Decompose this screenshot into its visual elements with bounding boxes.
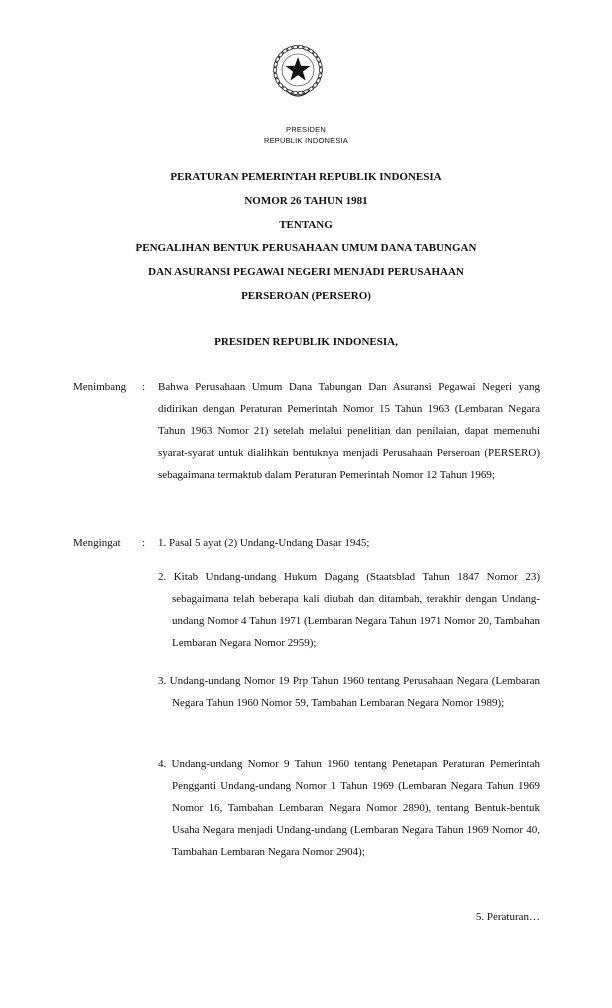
mengingat-colon: : (142, 537, 146, 549)
wreath-leaf (277, 51, 284, 58)
title-line: PENGALIHAN BENTUK PERUSAHAAN UMUM DANA TABUNGAN (135, 242, 477, 254)
mengingat-label: Mengingat (73, 537, 121, 549)
addressee-heading: PRESIDEN REPUBLIK INDONESIA, (214, 336, 398, 348)
menimbang-text: Bahwa Perusahaan Umum Dana Tabungan Dan Asuransi Pegawai Negeri yang didirikan dengan Peraturan Pemerintah Nomor 15 Tahun 1963 (Lembaran Negara Tahun 1963 Nomor 21) setelah melalui penelitian dan penilaian, dapat memenuhi syarat-syarat untuk dialihkan bentuknya menjadi Perusahaan Perseroan (PERSERO) sebagaimana termaktub dalam Peraturan Pemerintah Nomor 12 Tahun 1969; (158, 381, 540, 481)
mengingat-item-1: 1. Pasal 5 ayat (2) Undang-Undang Dasar 1945; (158, 537, 370, 549)
office-line-republik: REPUBLIK INDONESIA (263, 136, 349, 145)
wreath-leaf (281, 48, 289, 55)
wreath-leaf (275, 55, 281, 63)
title-line: PERATURAN PEMERINTAH REPUBLIK INDONESIA (170, 171, 442, 183)
title-line: PERSEROAN (PERSERO) (241, 290, 371, 302)
wreath-leaf (281, 86, 289, 93)
garuda-star-seal-icon (268, 40, 328, 112)
continuation-marker: 5. Peraturan… (475, 911, 540, 923)
menimbang-label: Menimbang (73, 381, 127, 393)
wreath-leaf (315, 77, 321, 85)
mengingat-item-4: 4. Undang-undang Nomor 9 Tahun 1960 tentang Penetapan Peraturan Pemerintah Pengganti Undang-undang Nomor 1 Tahun 1969 (Lembaran Negara Tahun 1969 Nomor 16, Tambahan Lembaran Negara Nomor 2890), tentang Bentuk-bentuk Usaha Negara menjadi Undang-undang (Lembaran Negara Tahun 1969 Nomor 40, Tambahan Lembaran Negara Nomor 2904); (158, 758, 540, 858)
mengingat-item-2: 2. Kitab Undang-undang Hukum Dagang (Staatsblad Tahun 1847 Nomor 23) sebagaimana telah beberapa kali diubah dan ditambah, terakhir dengan Undang-undang Nomor 4 Tahun 1971 (Lembaran Negara Tahun 1971 Nomor 20, Tambahan Lembaran Negara Nomor 2959); (158, 571, 540, 649)
wreath-leaf (307, 86, 315, 93)
wreath-leaf (307, 48, 315, 55)
menimbang-colon: : (142, 381, 146, 393)
title-line: TENTANG (279, 219, 333, 231)
wreath-leaf (277, 82, 284, 89)
star-icon (286, 57, 311, 81)
emblem-graphic (268, 40, 328, 112)
title-line: DAN ASURANSI PEGAWAI NEGERI MENJADI PERUSAHAAN (148, 266, 464, 278)
wreath-leaf (312, 82, 319, 89)
wreath-leaf (312, 51, 319, 58)
mengingat-item-3: 3. Undang-undang Nomor 19 Prp Tahun 1960 tentang Perusahaan Negara (Lembaran Negara Tahun 1960 Nomor 59, Tambahan Lembaran Negara Nomor 1989); (158, 675, 540, 709)
title-line: NOMOR 26 TAHUN 1981 (244, 195, 368, 207)
office-line-presiden: PRESIDEN (286, 125, 326, 134)
